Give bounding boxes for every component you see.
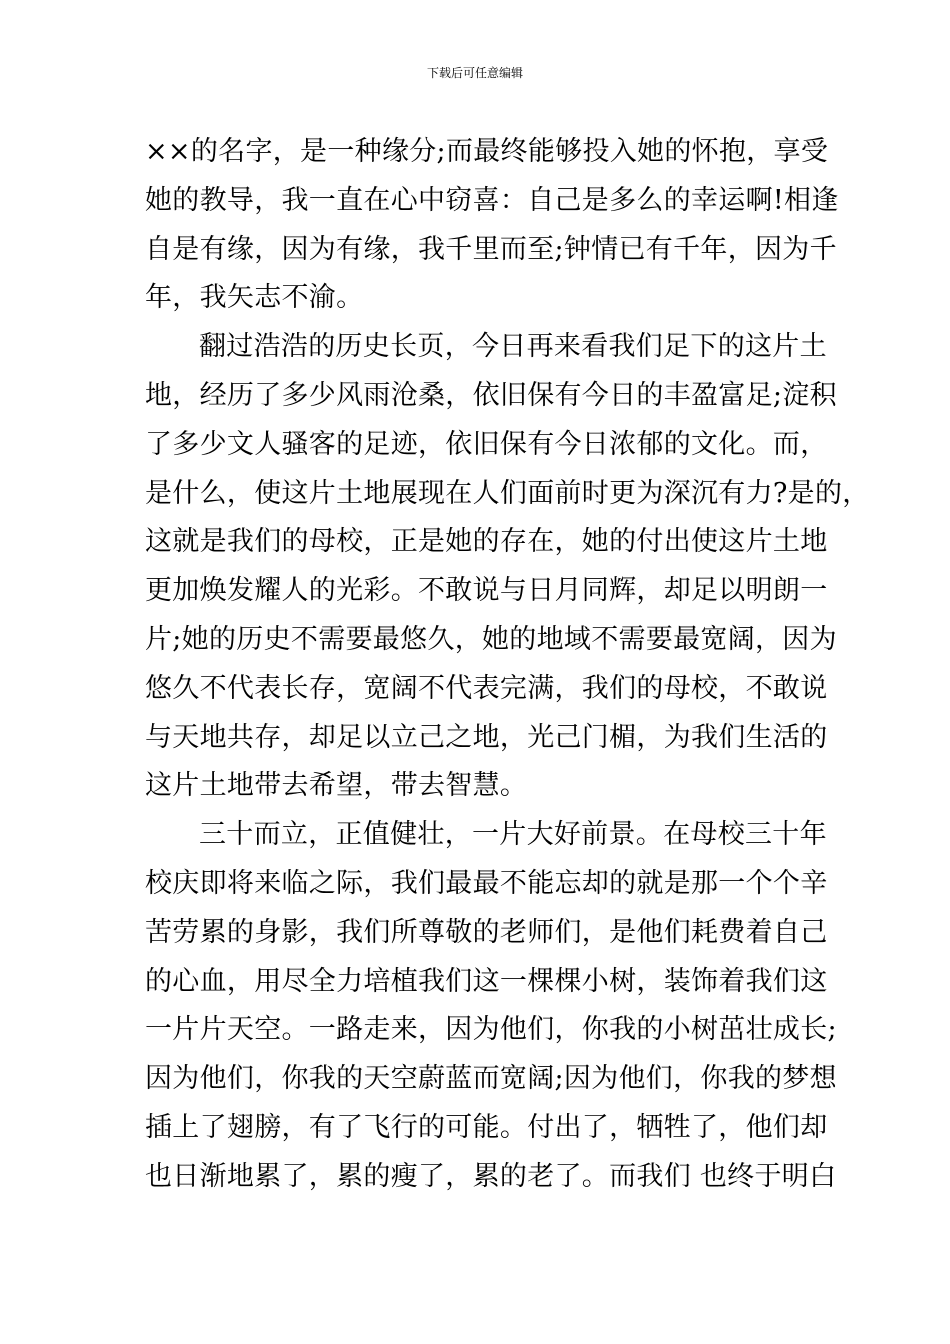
text-line: 翻过浩浩的历史长页，今日再来看我们足下的这片土 (199, 331, 827, 363)
text-line: 了多少文人骚客的足迹，依旧保有今日浓郁的文化。而， (145, 428, 828, 460)
document-body (145, 128, 870, 1202)
text-line: 的心血，用尽全力培植我们这一棵棵小树，装饰着我们这 (145, 965, 828, 997)
text-line: 苦劳累的身影，我们所尊敬的老师们，是他们耗费着自己 (145, 916, 828, 948)
text-line: 地，经历了多少风雨沧桑，依旧保有今日的丰盈富足;淀积 (145, 379, 837, 411)
text-line: 插上了翅膀，有了飞行的可能。付出了，牺牲了，他们却 (145, 1111, 828, 1143)
text-line: 片;她的历史不需要最悠久，她的地域不需要最宽阔，因为 (145, 623, 837, 655)
text-line: 与天地共存，却足以立己之地，光己门楣，为我们生活的 (145, 721, 828, 753)
paragraph (145, 128, 839, 323)
text-line: 这就是我们的母校，正是她的存在，她的付出使这片土地 (145, 526, 828, 558)
text-line: 校庆即将来临之际，我们最最不能忘却的就是那一个个辛 (145, 867, 828, 899)
text-line: 也日渐地累了，累的瘦了，累的老了。而我们 也终于明白 (145, 1160, 837, 1192)
text-line: ××的名字，是一种缘分;而最终能够投入她的怀抱，享受 (145, 136, 829, 167)
text-line: 因为他们，你我的天空蔚蓝而宽阔;因为他们，你我的梦想 (145, 1063, 837, 1095)
text-line: 这片土地带去希望，带去智慧。 (145, 770, 528, 802)
text-line: 自是有缘，因为有缘，我千里而至;钟情已有千年，因为千 (145, 233, 837, 265)
text-line: 是什么，使这片土地展现在人们面前时更为深沉有力?是的， (145, 477, 870, 509)
text-line: 年，我矢志不渝。 (145, 282, 364, 314)
text-line: 更加焕发耀人的光彩。不敢说与日月同辉，却足以明朗一 (145, 575, 828, 607)
paragraph (145, 323, 870, 811)
text-line: 她的教导，我一直在心中窃喜：自己是多么的幸运啊!相逢 (145, 184, 839, 216)
paragraph (145, 811, 837, 1201)
text-line: 三十而立，正值健壮，一片大好前景。在母校三十年 (199, 819, 827, 851)
text-line: 悠久不代表长存，宽阔不代表完满，我们的母校，不敢说 (145, 672, 828, 704)
page-header: 下载后可任意编辑 (426, 66, 523, 80)
text-line: 一片片天空。一路走来，因为他们，你我的小树茁壮成长; (145, 1014, 837, 1046)
